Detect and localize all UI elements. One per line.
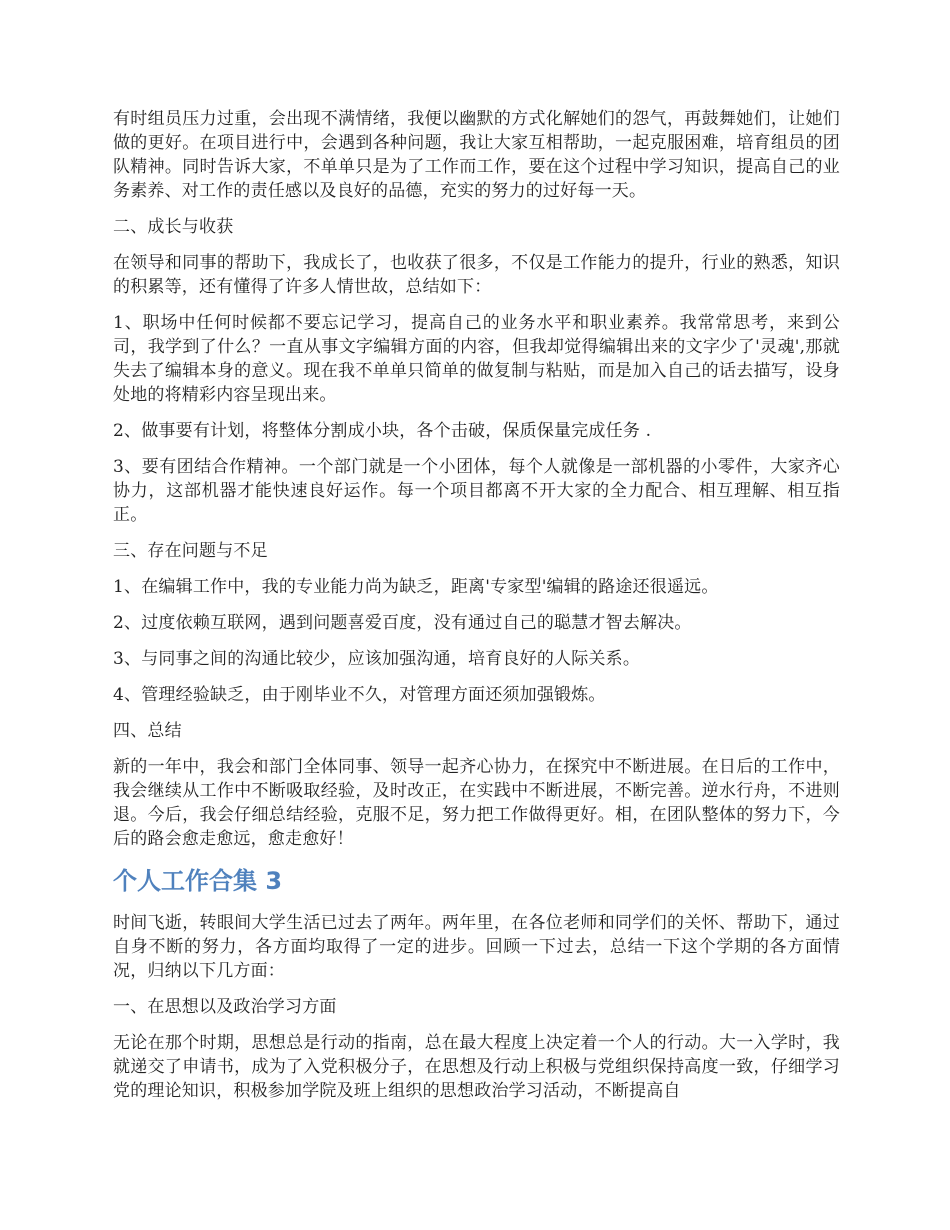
section-heading-summary: 四、总结 — [113, 721, 182, 741]
paragraph-growth-item-2: 2、做事要有计划，将整体分割成小块，各个击破，保质保量完成任务 . — [113, 421, 652, 441]
paragraph-growth-item-1: 1、职场中任何时候都不要忘记学习，提高自己的业务水平和职业素养。我常常思考，来到公司，我学到了什么？一直从事文字编辑方面的内容，但我却觉得编辑出来的文字少了'灵魂',那就失去了编辑本身的意义。现在我不单单只简单的做复制与粘贴，而是加入自己的话去描写，设身处地的将精彩内容呈现出来。 — [113, 313, 840, 405]
section-heading-growth: 二、成长与收获 — [113, 217, 234, 237]
paragraph-problem-item-1: 1、在编辑工作中，我的专业能力尚为缺乏，距离'专家型'编辑的路途还很遥远。 — [113, 577, 719, 597]
paragraph-summary: 新的一年中，我会和部门全体同事、领导一起齐心协力，在探究中不断进展。在日后的工作中，我会继续从工作中不断吸取经验，及时改正，在实践中不断进展，不断完善。逆水行舟，不进则退。今后，我会仔细总结经验，克服不足，努力把工作做得更好。相，在团队整体的努力下，今后的路会愈走愈远，愈走愈好！ — [113, 757, 840, 849]
paragraph-ideology: 无论在那个时期，思想总是行动的指南，总在最大程度上决定着一个人的行动。大一入学时，我就递交了申请书，成为了入党积极分子，在思想及行动上积极与党组织保持高度一致，仔细学习党的理论知识，积极参加学院及班上组织的思想政治学习活动，不断提高自 — [113, 1033, 840, 1101]
document-page — [113, 107, 840, 1115]
paragraph-college-intro: 时间飞逝，转眼间大学生活已过去了两年。两年里，在各位老师和同学们的关怀、帮助下，通过自身不断的努力，各方面均取得了一定的进步。回顾一下过去，总结一下这个学期的各方面情况，归纳以下几方面： — [113, 913, 840, 981]
paragraph-problem-item-4: 4、管理经验缺乏，由于刚毕业不久，对管理方面还须加强锻炼。 — [113, 685, 606, 705]
paragraph-problem-item-3: 3、与同事之间的沟通比较少，应该加强沟通，培育良好的人际关系。 — [113, 649, 641, 669]
section-heading-problems: 三、存在问题与不足 — [113, 541, 268, 561]
paragraph-team-morale: 有时组员压力过重，会出现不满情绪，我便以幽默的方式化解她们的怨气，再鼓舞她们，让她们做的更好。在项目进行中，会遇到各种问题，我让大家互相帮助，一起克服困难，培育组员的团队精神。同时告诉大家，不单单只是为了工作而工作，要在这个过程中学习知识，提高自己的业务素养、对工作的责任感以及良好的品德，充实的努力的过好每一天。 — [113, 109, 840, 201]
paragraph-growth-intro: 在领导和同事的帮助下，我成长了，也收获了很多，不仅是工作能力的提升，行业的熟悉，知识的积累等，还有懂得了许多人情世故，总结如下： — [113, 253, 840, 297]
document-heading: 个人工作合集 3 — [113, 867, 283, 895]
paragraph-growth-item-3: 3、要有团结合作精神。一个部门就是一个小团体，每个人就像是一部机器的小零件，大家齐心协力，这部机器才能快速良好运作。每一个项目都离不开大家的全力配合、相互理解、相互指正。 — [113, 457, 840, 525]
section-heading-ideology: 一、在思想以及政治学习方面 — [113, 997, 337, 1017]
paragraph-problem-item-2: 2、过度依赖互联网，遇到问题喜爱百度，没有通过自己的聪慧才智去解决。 — [113, 613, 692, 633]
